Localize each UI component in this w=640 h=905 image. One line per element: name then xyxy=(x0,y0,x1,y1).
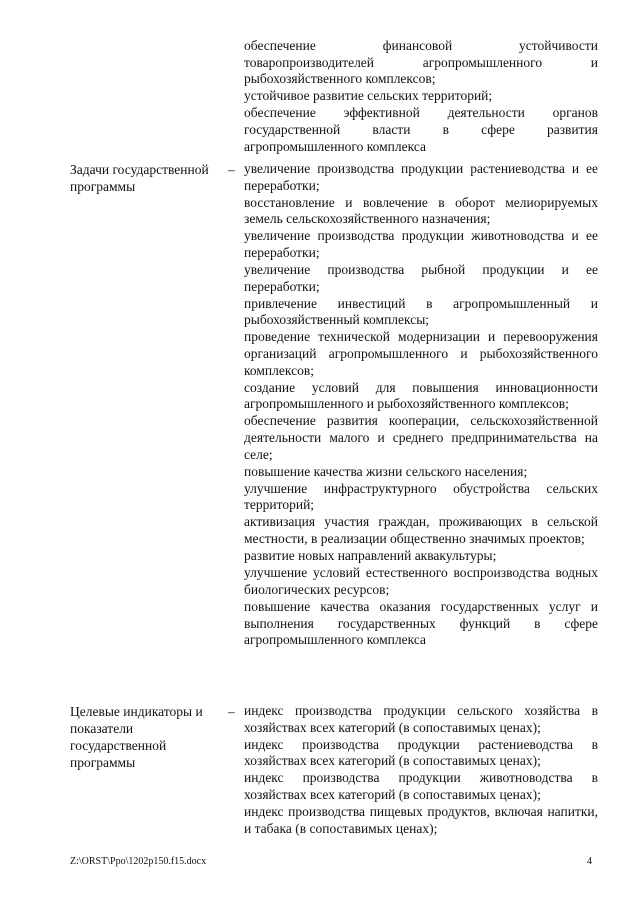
tasks-dash: – xyxy=(228,162,235,177)
tasks-item: активизация участия граждан, проживающих в сельской местности, в реализации общественно значимых проектов; xyxy=(244,514,598,547)
indicators-item: индекс производства пищевых продуктов, включая напитки, и табака (в сопоставимых ценах); xyxy=(244,804,598,836)
tasks-item: увеличение производства рыбной продукции и ее переработки; xyxy=(244,262,598,294)
tasks-item: увеличение производства продукции животноводства и ее переработки; xyxy=(244,228,598,260)
tasks-item: обеспечение развития кооперации, сельскохозяйственной деятельности малого и среднего предпринимательства на селе; xyxy=(244,413,598,462)
tasks-item: улучшение условий естественного воспроизводства водных биологических ресурсов; xyxy=(244,565,598,597)
tasks-item: повышение качества жизни сельского населения; xyxy=(244,463,528,479)
footer-file-path: Z:\ORST\Ppo\1202p150.f15.docx xyxy=(70,856,207,867)
indicators-item: индекс производства продукции сельского хозяйства в хозяйствах всех категорий (в сопоставимых ценах); xyxy=(244,703,598,735)
tasks-item: увеличение производства продукции растениеводства и ее переработки; xyxy=(244,161,598,193)
indicators-dash: – xyxy=(228,704,235,719)
indicators-label: Целевые индикаторы и показатели государственной программы xyxy=(70,704,203,770)
goals-item: обеспечение эффективной деятельности органов государственной власти в сфере развития агропромышленного комплекса xyxy=(244,105,598,154)
tasks-content xyxy=(244,161,598,649)
goals-item: обеспечение финансовой устойчивости товаропроизводителей агропромышленного и рыбохозяйственного комплексов; xyxy=(244,38,598,87)
tasks-item: улучшение инфраструктурного обустройства сельских территорий; xyxy=(244,480,598,513)
tasks-item: развитие новых направлений аквакультуры; xyxy=(244,548,497,564)
goals-item: устойчивое развитие сельских территорий; xyxy=(244,88,493,104)
tasks-item: восстановление и вовлечение в оборот мелиорируемых земель сельскохозяйственного назначения; xyxy=(244,194,598,227)
tasks-item: проведение технической модернизации и перевооружения организаций агропромышленного и рыбохозяйственного комплексов; xyxy=(244,329,598,378)
tasks-item: создание условий для повышения инновационности агропромышленного и рыбохозяйственного комплексов; xyxy=(244,379,598,412)
indicators-item: индекс производства продукции животноводства в хозяйствах всех категорий (в сопоставимых ценах); xyxy=(244,770,598,802)
footer-page-number: 4 xyxy=(587,856,592,867)
goals-content xyxy=(244,38,598,156)
tasks-label: Задачи государственной программы xyxy=(70,162,209,194)
indicators-content xyxy=(244,703,598,838)
tasks-item: привлечение инвестиций в агропромышленный и рыбохозяйственный комплексы; xyxy=(244,295,598,328)
indicators-item: индекс производства продукции растениеводства в хозяйствах всех категорий (в сопоставимых ценах); xyxy=(244,736,598,769)
tasks-item: повышение качества оказания государственных услуг и выполнения государственных функций в сфере агропромышленного комплекса xyxy=(244,598,598,648)
